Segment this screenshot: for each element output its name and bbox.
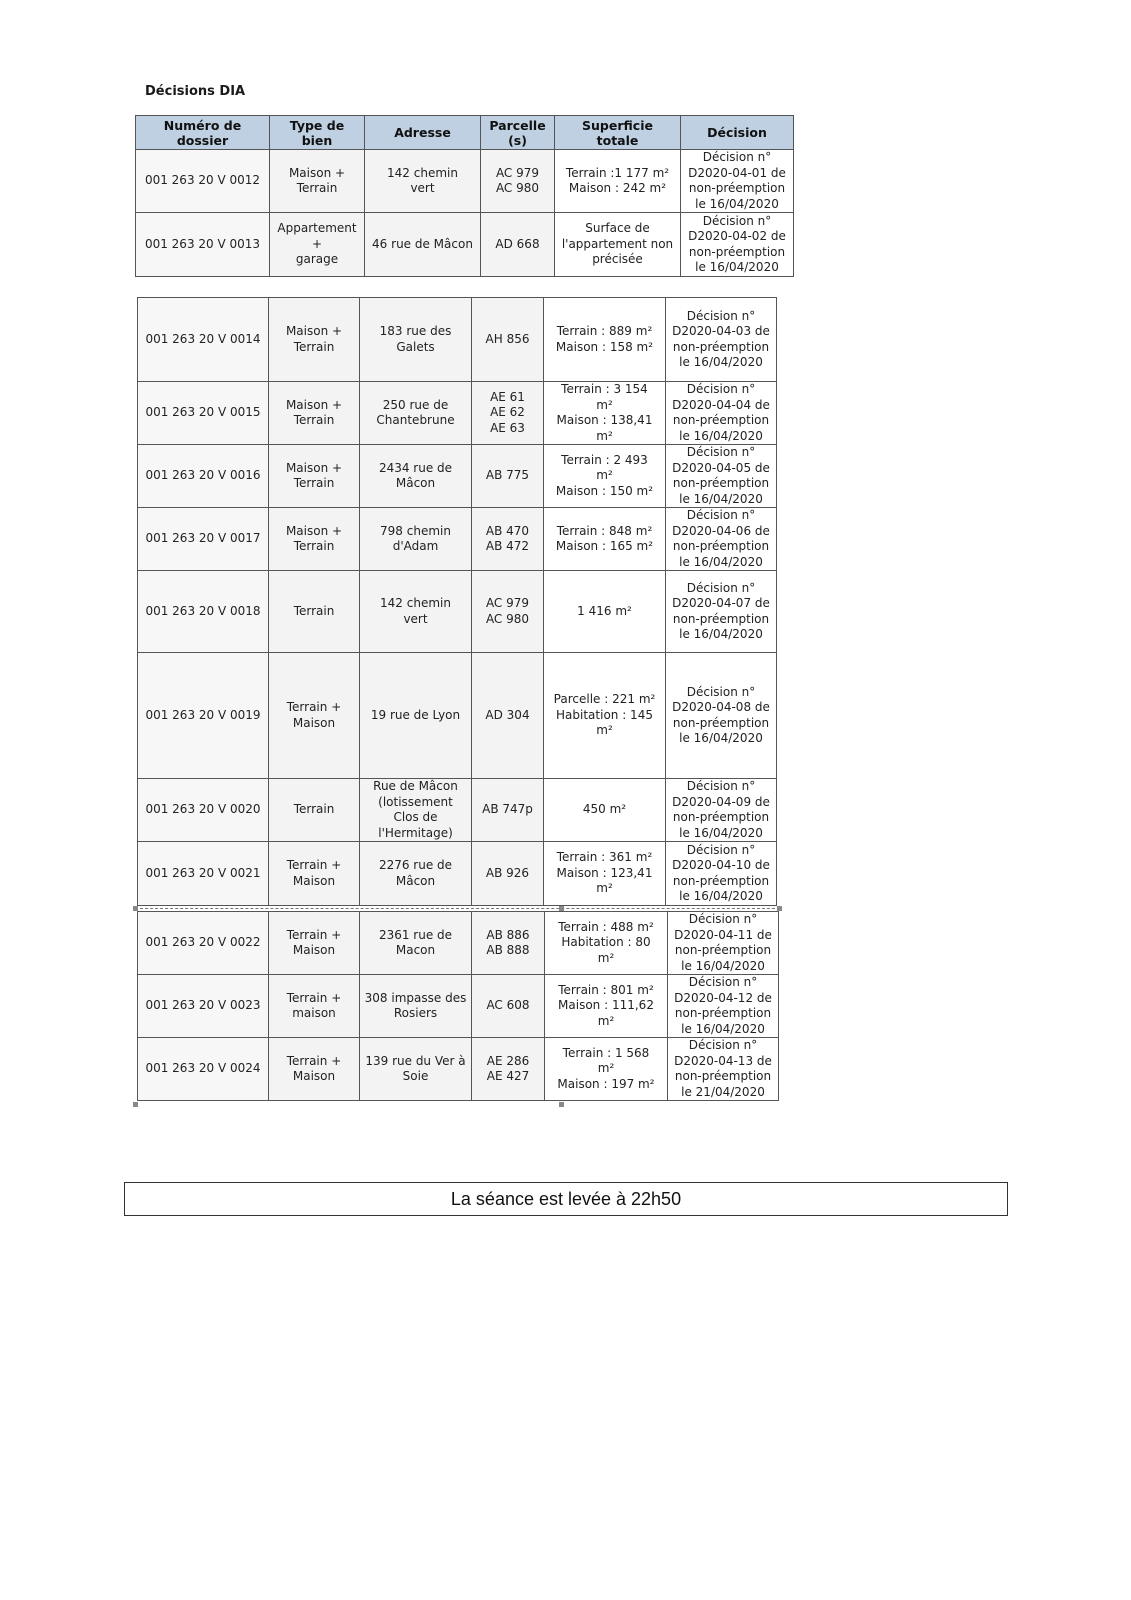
cell-superficie: Terrain : 801 m² Maison : 111,62 m² [545,975,668,1038]
table-row [136,213,794,277]
cell-superficie: Terrain : 361 m² Maison : 123,41 m² [544,842,666,906]
dia-table-2 [137,297,777,906]
cell-parcelle: AB 747p [472,779,544,842]
cell-decision: Décision n° D2020-04-06 de non-préemption le 16/04/2020 [666,508,777,571]
cell-numero: 001 263 20 V 0013 [136,213,270,277]
table-row [138,445,777,508]
section-heading: Décisions DIA [145,84,246,99]
cell-decision: Décision n° D2020-04-04 de non-préemption le 16/04/2020 [666,382,777,445]
cell-adresse: 19 rue de Lyon [360,653,472,779]
cell-parcelle: AB 886 AB 888 [472,912,545,975]
header-adresse: Adresse [365,116,481,150]
cell-superficie: Terrain : 488 m² Habitation : 80 m² [545,912,668,975]
cell-superficie: 450 m² [544,779,666,842]
table-row [138,382,777,445]
cell-adresse: 308 impasse des Rosiers [360,975,472,1038]
cell-type: Maison + Terrain [269,508,360,571]
header-decision: Décision [681,116,794,150]
cell-decision: Décision n° D2020-04-13 de non-préemption le 21/04/2020 [668,1038,779,1101]
table-divider [135,908,780,909]
table-row [138,975,779,1038]
cell-parcelle: AB 926 [472,842,544,906]
cell-type: Terrain + Maison [269,912,360,975]
cell-type: Appartement + garage [270,213,365,277]
table-row [136,150,794,213]
cell-superficie: Terrain :1 177 m² Maison : 242 m² [555,150,681,213]
cell-decision: Décision n° D2020-04-07 de non-préemption le 16/04/2020 [666,571,777,653]
cell-parcelle: AE 286 AE 427 [472,1038,545,1101]
cell-adresse: 2276 rue de Mâcon [360,842,472,906]
dia-table-1 [135,115,794,277]
cell-numero: 001 263 20 V 0021 [138,842,269,906]
cell-parcelle: AB 775 [472,445,544,508]
header-numero: Numéro de dossier [136,116,270,150]
table-row [138,842,777,906]
cell-superficie: Terrain : 1 568 m² Maison : 197 m² [545,1038,668,1101]
header-superficie: Superficie totale [555,116,681,150]
cell-adresse: 142 chemin vert [365,150,481,213]
cell-superficie: Terrain : 889 m² Maison : 158 m² [544,298,666,382]
cell-decision: Décision n° D2020-04-10 de non-préemption le 16/04/2020 [666,842,777,906]
cell-decision: Décision n° D2020-04-02 de non-préemption le 16/04/2020 [681,213,794,277]
cell-type: Maison + Terrain [270,150,365,213]
cell-decision: Décision n° D2020-04-09 de non-préemption le 16/04/2020 [666,779,777,842]
cell-adresse: 2434 rue de Mâcon [360,445,472,508]
cell-numero: 001 263 20 V 0018 [138,571,269,653]
cell-superficie: Terrain : 3 154 m² Maison : 138,41 m² [544,382,666,445]
cell-numero: 001 263 20 V 0023 [138,975,269,1038]
cell-decision: Décision n° D2020-04-11 de non-préemption le 16/04/2020 [668,912,779,975]
cell-superficie: Surface de l'appartement non précisée [555,213,681,277]
cell-numero: 001 263 20 V 0020 [138,779,269,842]
cell-parcelle: AD 668 [481,213,555,277]
resize-handle[interactable] [559,1102,564,1107]
cell-type: Maison + Terrain [269,445,360,508]
cell-numero: 001 263 20 V 0017 [138,508,269,571]
cell-adresse: 142 chemin vert [360,571,472,653]
dia-table-3 [137,911,779,1101]
cell-type: Terrain [269,779,360,842]
cell-adresse: 46 rue de Mâcon [365,213,481,277]
cell-decision: Décision n° D2020-04-01 de non-préemption le 16/04/2020 [681,150,794,213]
cell-decision: Décision n° D2020-04-12 de non-préemption le 16/04/2020 [668,975,779,1038]
cell-parcelle: AC 979 AC 980 [481,150,555,213]
resize-handle[interactable] [133,1102,138,1107]
cell-numero: 001 263 20 V 0024 [138,1038,269,1101]
cell-numero: 001 263 20 V 0019 [138,653,269,779]
cell-type: Terrain [269,571,360,653]
table-body [136,150,794,277]
table-row [138,298,777,382]
cell-adresse: 798 chemin d'Adam [360,508,472,571]
table-row [138,508,777,571]
cell-adresse: 2361 rue de Macon [360,912,472,975]
cell-adresse: 250 rue de Chantebrune [360,382,472,445]
table-body [138,912,779,1101]
cell-numero: 001 263 20 V 0022 [138,912,269,975]
cell-adresse: 183 rue des Galets [360,298,472,382]
cell-adresse: Rue de Mâcon (lotissement Clos de l'Hermitage) [360,779,472,842]
header-parcelle: Parcelle (s) [481,116,555,150]
cell-superficie: Terrain : 2 493 m² Maison : 150 m² [544,445,666,508]
cell-type: Maison + Terrain [269,298,360,382]
cell-type: Terrain + Maison [269,842,360,906]
cell-superficie: Parcelle : 221 m² Habitation : 145 m² [544,653,666,779]
cell-superficie: Terrain : 848 m² Maison : 165 m² [544,508,666,571]
table-row [138,571,777,653]
cell-numero: 001 263 20 V 0016 [138,445,269,508]
cell-decision: Décision n° D2020-04-08 de non-préemption le 16/04/2020 [666,653,777,779]
table-row [138,779,777,842]
table-body [138,298,777,906]
cell-type: Terrain + Maison [269,653,360,779]
closing-note: La séance est levée à 22h50 [124,1182,1008,1216]
header-type: Type de bien [270,116,365,150]
cell-parcelle: AE 61 AE 62 AE 63 [472,382,544,445]
table-row [138,1038,779,1101]
cell-numero: 001 263 20 V 0014 [138,298,269,382]
table-row [138,653,777,779]
table-row [138,912,779,975]
cell-parcelle: AD 304 [472,653,544,779]
cell-parcelle: AC 608 [472,975,545,1038]
cell-adresse: 139 rue du Ver à Soie [360,1038,472,1101]
cell-type: Terrain + Maison [269,1038,360,1101]
cell-decision: Décision n° D2020-04-05 de non-préemption le 16/04/2020 [666,445,777,508]
cell-type: Maison + Terrain [269,382,360,445]
cell-type: Terrain + maison [269,975,360,1038]
cell-parcelle: AC 979 AC 980 [472,571,544,653]
cell-numero: 001 263 20 V 0015 [138,382,269,445]
cell-superficie: 1 416 m² [544,571,666,653]
cell-decision: Décision n° D2020-04-03 de non-préemption le 16/04/2020 [666,298,777,382]
cell-parcelle: AB 470 AB 472 [472,508,544,571]
cell-parcelle: AH 856 [472,298,544,382]
cell-numero: 001 263 20 V 0012 [136,150,270,213]
